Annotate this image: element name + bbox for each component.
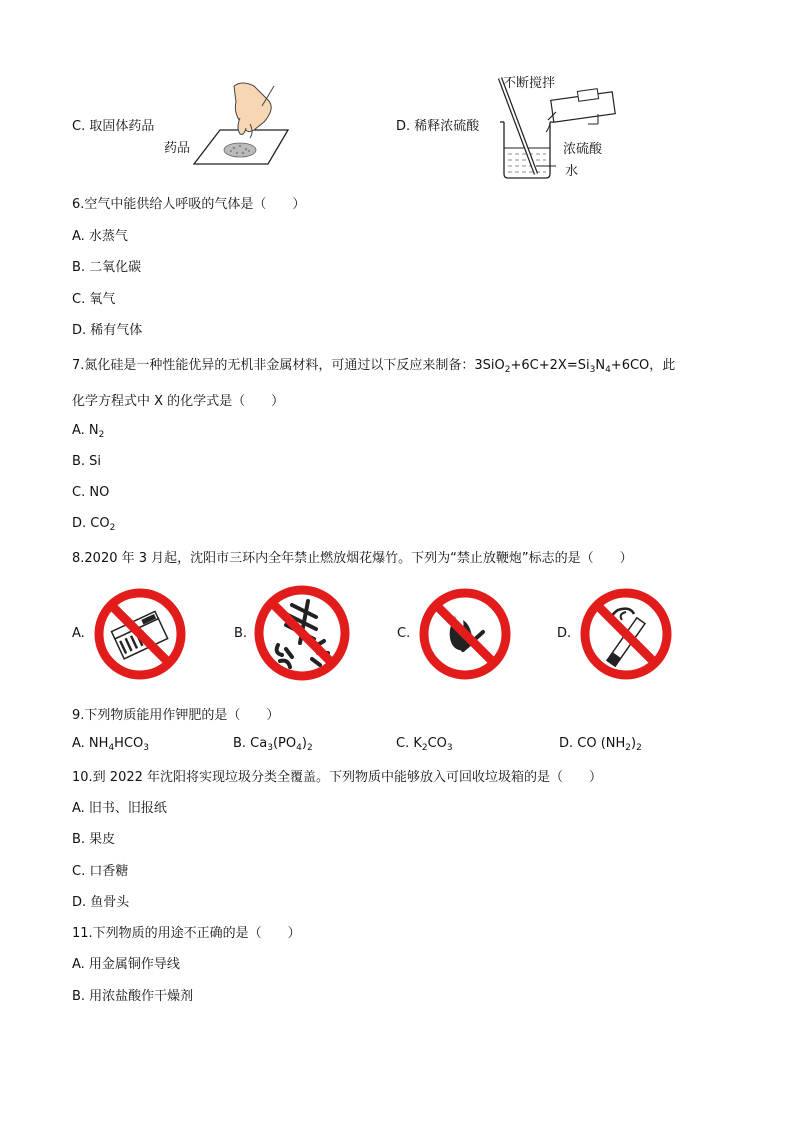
q7-option-d: D. $CO_2$ (72, 516, 116, 533)
q9-stem: 9.下列物质能用作钾肥的是（ ） (72, 708, 280, 723)
q6-option-a: A. 水蒸气 (72, 229, 128, 244)
q5-option-c: C. 取固体药品 (72, 119, 155, 134)
drug-label: 药品 (164, 141, 191, 156)
q10-option-d: D. 鱼骨头 (72, 895, 130, 910)
no-matches-icon (92, 586, 188, 682)
water-label: 水 (565, 164, 579, 179)
q8-label-d: D. (557, 626, 572, 641)
q9-option-c: C. $K_2CO_3$ (396, 736, 453, 753)
q9-option-d: D. CO $(NH_2)_2$ (559, 736, 642, 753)
q10-option-b: B. 果皮 (72, 832, 116, 847)
q8-label-c: C. (397, 626, 411, 641)
q7-option-c: C. NO (72, 485, 110, 500)
q10-option-a: A. 旧书、旧报纸 (72, 801, 167, 816)
stir-label: 不断搅拌 (503, 76, 556, 91)
q7-option-b: B. Si (72, 454, 102, 469)
q6-option-c: C. 氧气 (72, 292, 116, 307)
no-smoking-icon (578, 586, 674, 682)
q11-stem: 11.下列物质的用途不正确的是（ ） (72, 926, 301, 941)
no-firecrackers-icon (252, 583, 352, 683)
q7-equation: $3SiO_2+6C+2X=Si_3N_4+6CO$，此 (474, 358, 676, 375)
q7-option-a: A. $N_2$ (72, 423, 105, 440)
q9-option-b: B. $Ca_3(PO_4)_2$ (233, 736, 313, 753)
q8-stem: 8.2020 年 3 月起，沈阳市三环内全年禁止燃放烟花爆竹。下列为“禁止放鞭炮”标志的是（ ） (72, 551, 633, 566)
q6-stem: 6.空气中能供给人呼吸的气体是（ ） (72, 197, 306, 212)
q10-option-c: C. 口香糖 (72, 864, 129, 879)
take-solid-drug-illustration (190, 78, 300, 168)
q8-label-b: B. (234, 626, 248, 641)
conc-acid-label: 浓硫酸 (563, 142, 603, 157)
q11-option-a: A. 用金属铜作导线 (72, 957, 180, 972)
q9-option-a: A. $NH_4HCO_3$ (72, 736, 149, 753)
q7-stem-line2: 化学方程式中 X 的化学式是（ ） (72, 394, 285, 409)
q5-option-d: D. 稀释浓硫酸 (396, 119, 480, 134)
q6-option-d: D. 稀有气体 (72, 323, 143, 338)
q8-label-a: A. (72, 626, 85, 641)
q11-option-b: B. 用浓盐酸作干燥剂 (72, 989, 194, 1004)
no-open-flame-icon (417, 586, 513, 682)
q10-stem: 10.到 2022 年沈阳将实现垃圾分类全覆盖。下列物质中能够放入可回收垃圾箱的是（ ） (72, 770, 603, 785)
q7-stem: 7.氮化硅是一种性能优异的无机非金属材料，可通过以下反应来制备：$3SiO_2+6C+2X=Si_3N_4+6CO$，此 (72, 358, 676, 375)
q6-option-b: B. 二氧化碳 (72, 260, 142, 275)
